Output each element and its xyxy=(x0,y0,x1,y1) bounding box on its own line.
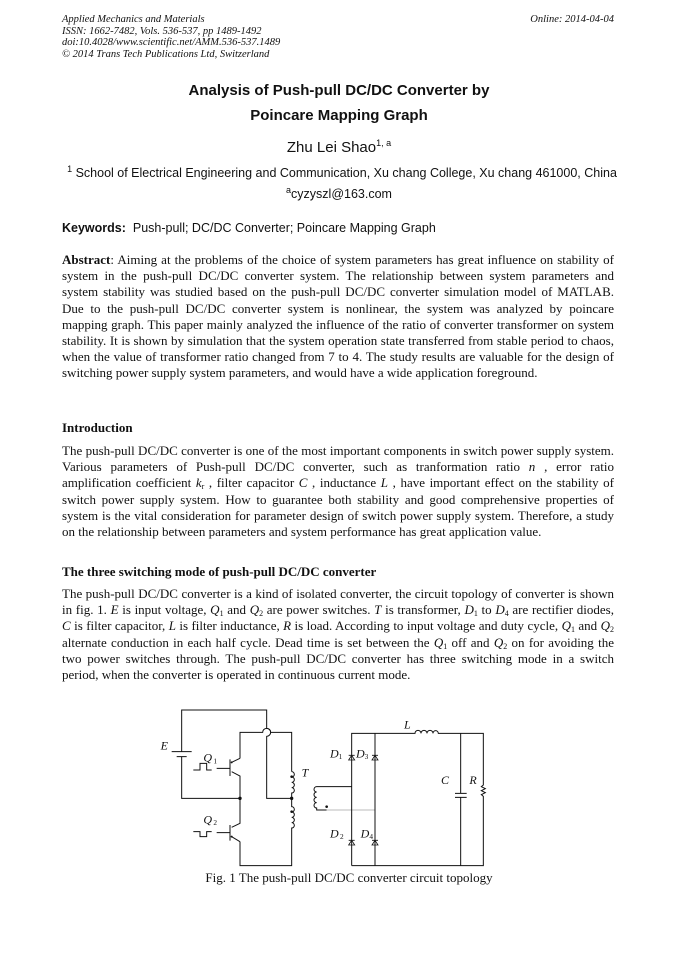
label-R: R xyxy=(469,773,477,787)
label-D1: D1 xyxy=(330,746,343,761)
label-C: C xyxy=(441,773,450,787)
text-run: , have important effect on the stability of switch power supply system. How to guarantee both stability and good comprehensive properties of system is the vital consideration for parameter design of switch power supply system. Therefore, a study on the relationship between parameters and system performance has great application value. xyxy=(62,475,614,540)
figure-caption: Fig. 1 The push-pull DC/DC converter circuit topology xyxy=(205,870,493,885)
math-symbol: 2 xyxy=(259,609,264,619)
math-symbol: Q xyxy=(210,602,220,618)
affiliation xyxy=(62,164,622,180)
circuit-markers xyxy=(231,761,328,837)
affiliation-text: School of Electrical Engineering and Communication, Xu chang College, Xu chang 461000, China xyxy=(75,166,617,181)
journal-name: Applied Mechanics and Materials xyxy=(62,14,205,25)
math-symbol: Q xyxy=(561,618,571,634)
switching-mode-heading: The three switching mode of push-pull DC/DC converter xyxy=(62,564,377,579)
math-symbol: L xyxy=(168,618,176,634)
switching-mode-paragraph xyxy=(62,586,614,683)
online-date: Online: 2014-04-04 xyxy=(530,14,614,25)
circuit-wires xyxy=(172,710,486,866)
text-run: is filter inductance, xyxy=(175,618,284,634)
math-symbol: Q xyxy=(600,618,610,634)
text-run: The push-pull DC/DC converter is one of the most important components in switch power supply system. Various parameters of Push-pull DC/DC converter, such as tranformation ratio xyxy=(62,443,614,475)
author-name: Zhu Lei Shao xyxy=(286,139,377,156)
paper-title-line-1: Analysis of Push-pull DC/DC Converter by xyxy=(188,82,490,99)
text-run: alternate conduction in each half cycle. Dead time is set between the xyxy=(62,634,434,650)
math-symbol: T xyxy=(374,602,382,618)
label-D3: D3 xyxy=(356,746,369,761)
math-symbol: 1 xyxy=(570,625,575,635)
keywords xyxy=(62,221,436,235)
math-symbol: n xyxy=(528,459,536,475)
label-D2: D2 xyxy=(330,826,344,841)
journal-header xyxy=(62,14,280,60)
math-symbol: 1 xyxy=(443,641,448,651)
introduction-paragraph xyxy=(62,443,614,540)
math-symbol: 4 xyxy=(504,609,509,619)
email-text: cyzyszl@163.com xyxy=(291,187,392,202)
text-run: is transformer, xyxy=(381,602,465,618)
math-symbol: D xyxy=(464,602,474,618)
math-symbol: 2 xyxy=(503,641,508,651)
affiliation-sup: 1 xyxy=(67,164,73,174)
email-sup: a xyxy=(286,185,292,195)
text-run: are rectifier diodes, xyxy=(508,602,614,618)
math-symbol: Q xyxy=(493,634,504,650)
math-symbol: 2 xyxy=(610,625,614,635)
text-run: on for avoiding the two power switches through. The push-pull DC/DC converter has three switching mode in a switch period, when the converter is operated in continuous current mode. xyxy=(62,634,614,683)
label-Q1: Q1 xyxy=(203,750,218,766)
label-E: E xyxy=(160,738,169,753)
math-symbol: C xyxy=(62,618,71,634)
text-run: are power switches. xyxy=(263,602,375,618)
math-symbol: D xyxy=(495,602,505,618)
label-T: T xyxy=(301,765,309,780)
text-run: is input voltage, xyxy=(118,602,211,618)
text-run: , error ratio amplification coefficient xyxy=(62,459,614,491)
text-run: and xyxy=(223,602,250,618)
math-symbol: E xyxy=(110,602,119,618)
circuit-topology-figure xyxy=(150,700,500,890)
keywords-label: Keywords: xyxy=(62,221,126,235)
text-run: , inductance xyxy=(307,475,381,491)
paper-title-line-2: Poincare Mapping Graph xyxy=(250,107,428,124)
math-symbol: C xyxy=(298,475,308,491)
text-run: off and xyxy=(447,634,494,650)
label-Q2: Q2 xyxy=(203,812,218,827)
label-L: L xyxy=(404,717,411,732)
math-symbol: r xyxy=(201,482,205,492)
introduction-heading: Introduction xyxy=(62,420,133,435)
math-symbol: R xyxy=(283,618,292,634)
text-run: and xyxy=(574,618,601,634)
author-sup: 1, a xyxy=(376,138,392,148)
issn-line: ISSN: 1662-7482, Vols. 536-537, pp 1489-1492 xyxy=(62,25,262,37)
text-run: is load. According to input voltage and duty cycle, xyxy=(291,618,562,634)
author xyxy=(0,138,678,156)
text-run: : Aiming at the problems of the choice of system parameters has great influence on stability of system in the push-pull DC/DC converter system. The relationship between system parameters and system stability was studied based on the push-pull DC/DC converter simulation model of MATLAB. Due to the push-pull DC/DC converter system is nonlinear, the system was analyzed by poincare mapping graph. This paper mainly analyzed the influence of the ratio of converter transformer on system stability. It is shown by simulation that the system operation state transferred from stable period to chaos, when the value of transformer ratio changed from 7 to 4. The study results are valuable for the design of switching power supply system parameters, and would have a wide application foreground. xyxy=(62,252,614,381)
text-run: is filter capacitor, xyxy=(70,618,169,634)
text-run: , filter capacitor xyxy=(204,475,299,491)
doi-line: doi:10.4028/www.scientific.net/AMM.536-537.1489 xyxy=(62,37,281,48)
text-run: to xyxy=(477,602,496,618)
copyright-line: © 2014 Trans Tech Publications Ltd, Switzerland xyxy=(62,48,270,60)
math-symbol: Q xyxy=(249,602,260,618)
label-D4: D4 xyxy=(360,826,374,841)
text-run: The push-pull DC/DC converter is a kind of isolated converter, the circuit topology of converter is shown in fig. 1. xyxy=(62,586,614,618)
math-symbol: 1 xyxy=(473,609,478,619)
math-symbol: L xyxy=(380,475,389,491)
abstract xyxy=(62,252,614,382)
email xyxy=(0,185,678,201)
math-symbol: Q xyxy=(433,634,444,650)
math-symbol: 1 xyxy=(219,609,224,619)
section-label: Abstract xyxy=(62,252,111,267)
keywords-text: Push-pull; DC/DC Converter; Poincare Mapping Graph xyxy=(132,221,436,235)
math-symbol: k xyxy=(195,475,202,491)
